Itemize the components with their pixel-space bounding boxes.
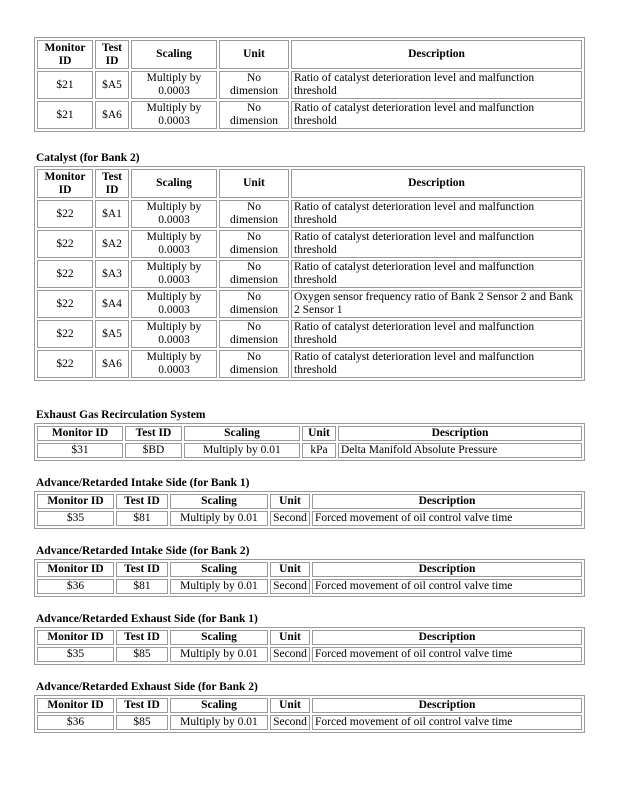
table-row (37, 260, 582, 288)
header-unit: Unit (302, 426, 336, 441)
table-row (37, 200, 582, 228)
table-header-row (37, 698, 582, 713)
table-row (37, 715, 582, 730)
section-title-catalyst-bank2: Catalyst (for Bank 2) (36, 152, 140, 164)
cell-unit: No dimension (219, 71, 289, 99)
table-header-row (37, 494, 582, 509)
cell-description: Delta Manifold Absolute Pressure (338, 443, 582, 458)
header-unit: Unit (219, 40, 289, 69)
section-title-intake-bank2: Advance/Retarded Intake Side (for Bank 2) (36, 545, 250, 557)
table-row (37, 350, 582, 378)
cell-monitor-id: $35 (37, 647, 114, 662)
cell-description: Forced movement of oil control valve time (312, 511, 582, 526)
cell-unit: No dimension (219, 290, 289, 318)
table-intake-bank2 (34, 559, 585, 597)
table-row (37, 101, 582, 129)
header-scaling: Scaling (184, 426, 300, 441)
cell-monitor-id: $36 (37, 579, 114, 594)
cell-monitor-id: $22 (37, 200, 93, 228)
header-scaling: Scaling (131, 169, 217, 198)
header-unit: Unit (270, 494, 310, 509)
cell-monitor-id: $22 (37, 230, 93, 258)
table-egr (34, 423, 585, 461)
header-monitor-id: Monitor ID (37, 169, 93, 198)
cell-test-id: $81 (116, 511, 168, 526)
cell-test-id: $A6 (95, 350, 129, 378)
cell-description: Forced movement of oil control valve time (312, 579, 582, 594)
cell-scaling: Multiply by 0.0003 (131, 71, 217, 99)
header-unit: Unit (219, 169, 289, 198)
cell-unit: No dimension (219, 320, 289, 348)
cell-scaling: Multiply by 0.0003 (131, 101, 217, 129)
header-monitor-id: Monitor ID (37, 494, 114, 509)
cell-unit: Second (270, 579, 310, 594)
cell-test-id: $BD (125, 443, 182, 458)
header-description: Description (312, 698, 582, 713)
section-title-exhaust-bank2: Advance/Retarded Exhaust Side (for Bank 2) (36, 681, 258, 693)
header-monitor-id: Monitor ID (37, 562, 114, 577)
cell-description: Ratio of catalyst deterioration level and malfunction threshold (291, 230, 582, 258)
cell-unit: No dimension (219, 350, 289, 378)
header-description: Description (312, 562, 582, 577)
cell-scaling: Multiply by 0.01 (170, 579, 268, 594)
table-header-row (37, 40, 582, 69)
header-scaling: Scaling (170, 494, 268, 509)
table-header-row (37, 426, 582, 441)
cell-monitor-id: $21 (37, 101, 93, 129)
header-monitor-id: Monitor ID (37, 698, 114, 713)
cell-description: Ratio of catalyst deterioration level and malfunction threshold (291, 71, 582, 99)
cell-monitor-id: $22 (37, 260, 93, 288)
cell-monitor-id: $22 (37, 290, 93, 318)
section-title-intake-bank1: Advance/Retarded Intake Side (for Bank 1) (36, 477, 250, 489)
cell-description: Oxygen sensor frequency ratio of Bank 2 Sensor 2 and Bank 2 Sensor 1 (291, 290, 582, 318)
table-row (37, 443, 582, 458)
header-test-id: Test ID (95, 40, 129, 69)
header-test-id: Test ID (116, 562, 168, 577)
header-description: Description (312, 494, 582, 509)
cell-unit: No dimension (219, 101, 289, 129)
header-monitor-id: Monitor ID (37, 40, 93, 69)
cell-test-id: $85 (116, 715, 168, 730)
header-test-id: Test ID (125, 426, 182, 441)
cell-unit: Second (270, 511, 310, 526)
cell-scaling: Multiply by 0.0003 (131, 320, 217, 348)
cell-scaling: Multiply by 0.01 (170, 715, 268, 730)
header-test-id: Test ID (95, 169, 129, 198)
cell-description: Ratio of catalyst deterioration level and malfunction threshold (291, 350, 582, 378)
section-title-egr: Exhaust Gas Recirculation System (36, 409, 206, 421)
table-exhaust-bank1 (34, 627, 585, 665)
header-monitor-id: Monitor ID (37, 630, 114, 645)
header-scaling: Scaling (131, 40, 217, 69)
cell-description: Forced movement of oil control valve time (312, 647, 582, 662)
table-row (37, 320, 582, 348)
cell-test-id: $A5 (95, 320, 129, 348)
table-header-row (37, 562, 582, 577)
table-row (37, 647, 582, 662)
table-exhaust-bank2 (34, 695, 585, 733)
cell-scaling: Multiply by 0.0003 (131, 290, 217, 318)
table-catalyst-bank1-continued (34, 37, 585, 132)
cell-unit: No dimension (219, 230, 289, 258)
table-intake-bank1 (34, 491, 585, 529)
cell-monitor-id: $31 (37, 443, 123, 458)
cell-scaling: Multiply by 0.0003 (131, 350, 217, 378)
cell-test-id: $A5 (95, 71, 129, 99)
header-scaling: Scaling (170, 698, 268, 713)
cell-scaling: Multiply by 0.01 (170, 511, 268, 526)
table-row (37, 579, 582, 594)
cell-monitor-id: $22 (37, 320, 93, 348)
cell-scaling: Multiply by 0.0003 (131, 200, 217, 228)
header-scaling: Scaling (170, 630, 268, 645)
header-description: Description (291, 169, 582, 198)
cell-description: Ratio of catalyst deterioration level and malfunction threshold (291, 200, 582, 228)
header-test-id: Test ID (116, 630, 168, 645)
table-row (37, 511, 582, 526)
table-header-row (37, 169, 582, 198)
cell-unit: Second (270, 647, 310, 662)
cell-test-id: $85 (116, 647, 168, 662)
cell-unit: kPa (302, 443, 336, 458)
cell-test-id: $A6 (95, 101, 129, 129)
section-title-exhaust-bank1: Advance/Retarded Exhaust Side (for Bank 1) (36, 613, 258, 625)
header-description: Description (291, 40, 582, 69)
cell-test-id: $A4 (95, 290, 129, 318)
cell-test-id: $A1 (95, 200, 129, 228)
cell-description: Ratio of catalyst deterioration level and malfunction threshold (291, 101, 582, 129)
cell-unit: No dimension (219, 200, 289, 228)
cell-description: Forced movement of oil control valve time (312, 715, 582, 730)
header-description: Description (312, 630, 582, 645)
table-catalyst-bank2 (34, 166, 585, 381)
cell-monitor-id: $22 (37, 350, 93, 378)
header-scaling: Scaling (170, 562, 268, 577)
cell-monitor-id: $36 (37, 715, 114, 730)
cell-scaling: Multiply by 0.01 (170, 647, 268, 662)
header-unit: Unit (270, 630, 310, 645)
cell-unit: Second (270, 715, 310, 730)
header-monitor-id: Monitor ID (37, 426, 123, 441)
cell-description: Ratio of catalyst deterioration level and malfunction threshold (291, 320, 582, 348)
table-header-row (37, 630, 582, 645)
cell-scaling: Multiply by 0.0003 (131, 260, 217, 288)
table-row (37, 230, 582, 258)
header-description: Description (338, 426, 582, 441)
cell-monitor-id: $21 (37, 71, 93, 99)
header-test-id: Test ID (116, 698, 168, 713)
cell-description: Ratio of catalyst deterioration level and malfunction threshold (291, 260, 582, 288)
cell-unit: No dimension (219, 260, 289, 288)
header-test-id: Test ID (116, 494, 168, 509)
cell-test-id: $81 (116, 579, 168, 594)
cell-test-id: $A2 (95, 230, 129, 258)
cell-scaling: Multiply by 0.01 (184, 443, 300, 458)
cell-test-id: $A3 (95, 260, 129, 288)
header-unit: Unit (270, 698, 310, 713)
header-unit: Unit (270, 562, 310, 577)
cell-scaling: Multiply by 0.0003 (131, 230, 217, 258)
table-row (37, 71, 582, 99)
cell-monitor-id: $35 (37, 511, 114, 526)
table-row (37, 290, 582, 318)
